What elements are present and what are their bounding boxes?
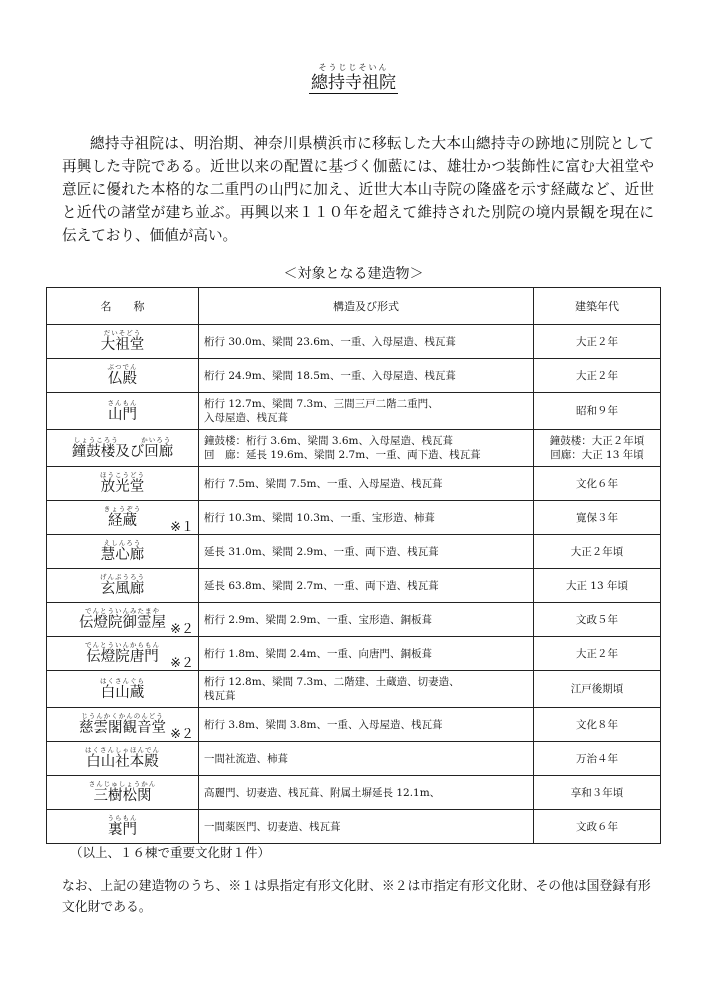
designation-mark: ※１: [170, 520, 194, 535]
structure-cell: 一間薬医門、切妻造、桟瓦葺: [199, 810, 534, 844]
table-header-row: [47, 288, 661, 325]
table-row: [47, 671, 661, 708]
summary-text: （以上、１６棟で重要文化財１件）: [70, 845, 271, 860]
building-name-cell: [47, 810, 199, 844]
building-name: 経蔵: [108, 513, 137, 529]
structure-cell: 桁行 3.8m、梁間 3.8m、一重、入母屋造、桟瓦葺: [199, 708, 534, 742]
year-cell: 江戸後期頃: [534, 671, 661, 708]
building-ruby: さんじゅしょうかん: [88, 780, 157, 788]
building-name-cell: [47, 603, 199, 637]
building-name-cell: [47, 569, 199, 603]
structure-cell: 桁行 7.5m、梁間 7.5m、一重、入母屋造、桟瓦葺: [199, 467, 534, 501]
year-cell: 大正 13 年頃: [534, 569, 661, 603]
structure-cell: 桁行 12.8m、梁間 7.3m、二階建、土蔵造、切妻造、 桟瓦葺: [199, 671, 534, 708]
building-name: 伝燈院唐門: [86, 649, 159, 665]
building-name-cell: [47, 393, 199, 430]
building-name: 玄風廊: [100, 581, 145, 597]
building-ruby: げんぷうろう: [100, 573, 145, 581]
table-row: [47, 708, 661, 742]
table-row: [47, 637, 661, 671]
building-name-cell: [47, 325, 199, 359]
building-name-cell: [47, 776, 199, 810]
year-cell: 万治４年: [534, 742, 661, 776]
building-name-cell: [47, 742, 199, 776]
year-cell: 大正２年: [534, 359, 661, 393]
building-name-cell: [47, 535, 199, 569]
building-name: 白山蔵: [100, 684, 145, 701]
year-cell: 大正２年: [534, 637, 661, 671]
year-cell: 昭和９年: [534, 393, 661, 430]
structure-cell: 桁行 1.8m、梁間 2.4m、一重、向唐門、銅板葺: [199, 637, 534, 671]
title-ruby: そうじじそいん: [318, 63, 389, 72]
building-name-cell: [47, 501, 199, 535]
buildings-table: [46, 287, 661, 844]
footnote: なお、上記の建造物のうち、※１は県指定有形文化財、※２は市指定有形文化財、その他は国登録有形文化財である。: [62, 879, 651, 915]
building-name: 伝燈院御霊屋: [79, 615, 166, 631]
table-row: [47, 467, 661, 501]
building-ruby: さんもん: [107, 398, 138, 407]
building-name-cell: [47, 671, 199, 708]
year-cell: 鐘鼓楼：大正２年頃 回廊：大正 13 年頃: [534, 430, 661, 467]
building-name-cell: [47, 359, 199, 393]
table-row: [47, 603, 661, 637]
year-cell: 享和３年頃: [534, 776, 661, 810]
building-name: 裏門: [108, 822, 137, 838]
building-name: 鐘鼓楼及び回廊: [71, 443, 174, 460]
building-name-cell: [47, 467, 199, 501]
structure-cell: 桁行 12.7m、梁間 7.3m、三間三戸二階二重門、 入母屋造、桟瓦葺: [199, 393, 534, 430]
table-row: [47, 810, 661, 844]
designation-mark: ※２: [170, 622, 194, 637]
building-ruby: うらもん: [107, 814, 138, 822]
building-name: 慧心廊: [100, 547, 145, 563]
building-name: 大祖堂: [100, 337, 145, 353]
building-ruby: はくさんぐら: [100, 676, 145, 685]
year-cell: 文化８年: [534, 708, 661, 742]
structure-cell: 延長 31.0m、梁間 2.9m、一重、両下造、桟瓦葺: [199, 535, 534, 569]
table-row: [47, 325, 661, 359]
building-name-cell: [47, 708, 199, 742]
building-ruby: きょうぞう: [103, 505, 142, 513]
building-ruby: だいそどう: [103, 329, 142, 337]
structure-cell: 桁行 24.9m、梁間 18.5m、一重、入母屋造、桟瓦葺: [199, 359, 534, 393]
table-body: [47, 325, 661, 844]
building-ruby: はくさんしゃほんでん: [85, 746, 160, 754]
year-cell: 大正２年: [534, 325, 661, 359]
table-row: [47, 569, 661, 603]
designation-mark: ※２: [170, 656, 194, 671]
column-header-year: 建築年代: [534, 288, 661, 325]
structure-cell: 桁行 2.9m、梁間 2.9m、一重、宝形造、銅板葺: [199, 603, 534, 637]
table-heading: ＜対象となる建造物＞: [283, 266, 424, 282]
building-name: 白山社本殿: [86, 754, 159, 770]
column-header-name: 名称: [47, 288, 199, 325]
building-name: 慈雲閣観音堂: [79, 720, 166, 736]
year-cell: 寛保３年: [534, 501, 661, 535]
structure-cell: 一間社流造、柿葺: [199, 742, 534, 776]
year-cell: 大正２年頃: [534, 535, 661, 569]
column-header-structure: 構造及び形式: [199, 288, 534, 325]
building-ruby: しょうころう かいろう: [73, 435, 172, 444]
table-row: [47, 501, 661, 535]
building-name: 放光堂: [100, 479, 145, 495]
page-title-text: 總持寺祖院: [311, 73, 396, 93]
page-title: [0, 68, 707, 93]
table-row: [47, 776, 661, 810]
building-ruby: ぶつでん: [107, 363, 138, 371]
table-row: [47, 535, 661, 569]
table-row: [47, 359, 661, 393]
year-cell: 文政５年: [534, 603, 661, 637]
building-ruby: でんとういんからもん: [85, 641, 160, 649]
building-name-cell: [47, 430, 199, 467]
year-cell: 文政６年: [534, 810, 661, 844]
table-row: [47, 393, 661, 430]
structure-cell: 鐘鼓楼：桁行 3.6m、梁間 3.6m、入母屋造、桟瓦葺 回 廊：延長 19.6m、梁間 2.7m、一重、両下造、桟瓦葺: [199, 430, 534, 467]
building-ruby: ほうこうどう: [100, 471, 145, 479]
building-name: 三樹松関: [93, 788, 152, 804]
building-ruby: えしんろう: [103, 539, 142, 547]
building-name-cell: [47, 637, 199, 671]
structure-cell: 桁行 30.0m、梁間 23.6m、一重、入母屋造、桟瓦葺: [199, 325, 534, 359]
building-ruby: でんとういんみたまや: [85, 607, 160, 615]
structure-cell: 延長 63.8m、梁間 2.7m、一重、両下造、桟瓦葺: [199, 569, 534, 603]
table-row: [47, 430, 661, 467]
building-ruby: じうんかくかんのんどう: [81, 712, 164, 720]
building-name: 仏殿: [108, 371, 137, 387]
building-name: 山門: [108, 406, 137, 423]
structure-cell: 高麗門、切妻造、桟瓦葺、附属土塀延長 12.1m、: [199, 776, 534, 810]
designation-mark: ※２: [170, 727, 194, 742]
body-paragraph: 總持寺祖院は、明治期、神奈川県横浜市に移転した大本山總持寺の跡地に別院として再興した寺院である。近世以来の配置に基づく伽藍には、雄壮かつ装飾性に富む大祖堂や意匠に優れた本格的な二重門の山門に加え、近世大本山寺院の隆盛を示す経蔵など、近世と近代の諸堂が建ち並ぶ。再興以来１１０年を超えて維持された別院の境内景観を現在に伝えており、価値が高い。: [62, 135, 654, 244]
structure-cell: 桁行 10.3m、梁間 10.3m、一重、宝形造、柿葺: [199, 501, 534, 535]
table-row: [47, 742, 661, 776]
year-cell: 文化６年: [534, 467, 661, 501]
